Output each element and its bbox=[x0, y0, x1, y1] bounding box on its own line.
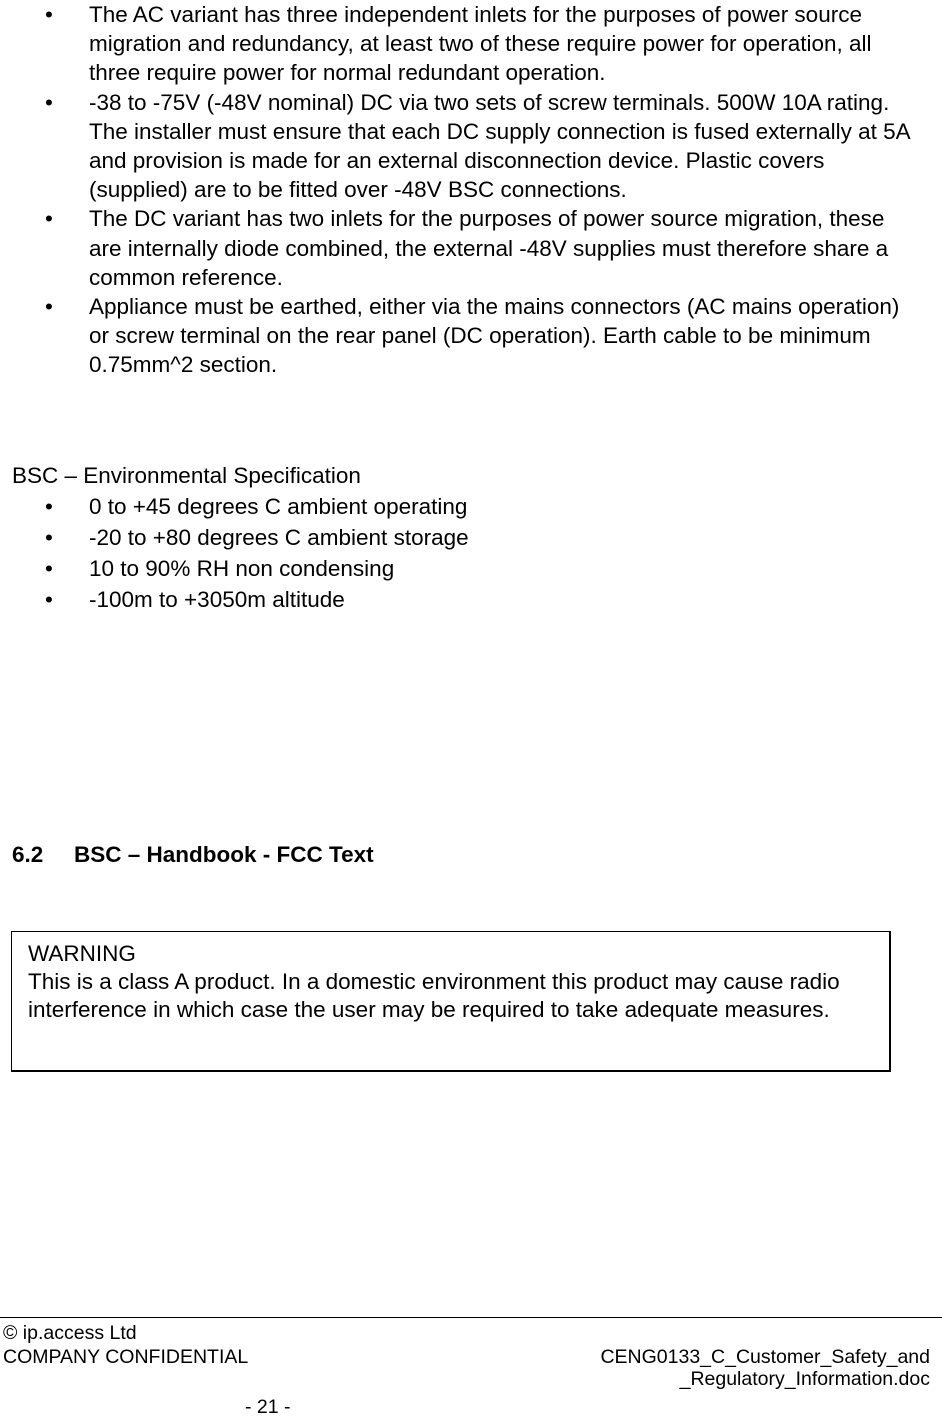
bullet-icon: • bbox=[45, 206, 53, 232]
section-heading bbox=[12, 840, 374, 870]
list-item bbox=[12, 292, 912, 380]
bullet-icon: • bbox=[45, 89, 53, 115]
page-number: - 21 - bbox=[245, 1396, 291, 1418]
footer-filename bbox=[430, 1346, 930, 1390]
list-item bbox=[12, 0, 912, 88]
bullet-icon: • bbox=[45, 294, 53, 320]
section-title: BSC – Handbook - FCC Text bbox=[74, 842, 374, 867]
list-item-text: -38 to -75V (-48V nominal) DC via two sets of screw terminals. 500W 10A rating. The installer must ensure that each DC supply connection is fused externally at 5A and provision is made for an external disconnection device. Plastic covers (supplied) are to be fitted over -48V BSC connections. bbox=[89, 89, 910, 203]
list-item bbox=[12, 553, 912, 584]
list-item-text: The DC variant has two inlets for the purposes of power source migration, these are internally diode combined, the external -48V supplies must therefore share a common reference. bbox=[89, 206, 889, 290]
list-item bbox=[12, 491, 912, 522]
power-requirements-list bbox=[12, 0, 912, 380]
list-item bbox=[12, 522, 912, 553]
bullet-icon: • bbox=[45, 525, 53, 550]
footer-divider bbox=[0, 1317, 942, 1318]
environmental-spec-list bbox=[12, 491, 912, 615]
list-item-text: The AC variant has three independent inlets for the purposes of power source migration and redundancy, at least two of these require power for operation, all three require power for normal redundant operation. bbox=[89, 2, 872, 86]
warning-title: WARNING bbox=[28, 941, 136, 966]
bullet-icon: • bbox=[45, 494, 53, 519]
section-number: 6.2 bbox=[12, 842, 44, 867]
footer-copyright: © ip.access Ltd bbox=[3, 1322, 137, 1344]
list-item-text: 10 to 90% RH non condensing bbox=[89, 556, 395, 581]
footer-filename-line: CENG0133_C_Customer_Safety_and bbox=[600, 1346, 930, 1368]
bullet-icon: • bbox=[45, 587, 53, 612]
list-item bbox=[12, 88, 912, 205]
list-item bbox=[12, 204, 912, 292]
footer-confidentiality: COMPANY CONFIDENTIAL bbox=[3, 1346, 249, 1368]
list-item-text: -20 to +80 degrees C ambient storage bbox=[89, 525, 469, 550]
footer-filename-line: _Regulatory_Information.doc bbox=[679, 1368, 930, 1390]
list-item bbox=[12, 584, 912, 615]
list-item-text: 0 to +45 degrees C ambient operating bbox=[89, 494, 468, 519]
fcc-warning-box bbox=[11, 931, 891, 1072]
bullet-icon: • bbox=[45, 556, 53, 581]
environmental-spec-heading: BSC – Environmental Specification bbox=[12, 463, 361, 488]
bullet-icon: • bbox=[45, 2, 53, 27]
warning-body: This is a class A product. In a domestic environment this product may cause radio interference in which case the user may be required to take adequate measures. bbox=[28, 969, 840, 1022]
list-item-text: -100m to +3050m altitude bbox=[89, 587, 345, 612]
list-item-text: Appliance must be earthed, either via the mains connectors (AC mains operation) or screw terminal on the rear panel (DC operation). Earth cable to be minimum 0.75mm^2 section. bbox=[89, 294, 900, 378]
